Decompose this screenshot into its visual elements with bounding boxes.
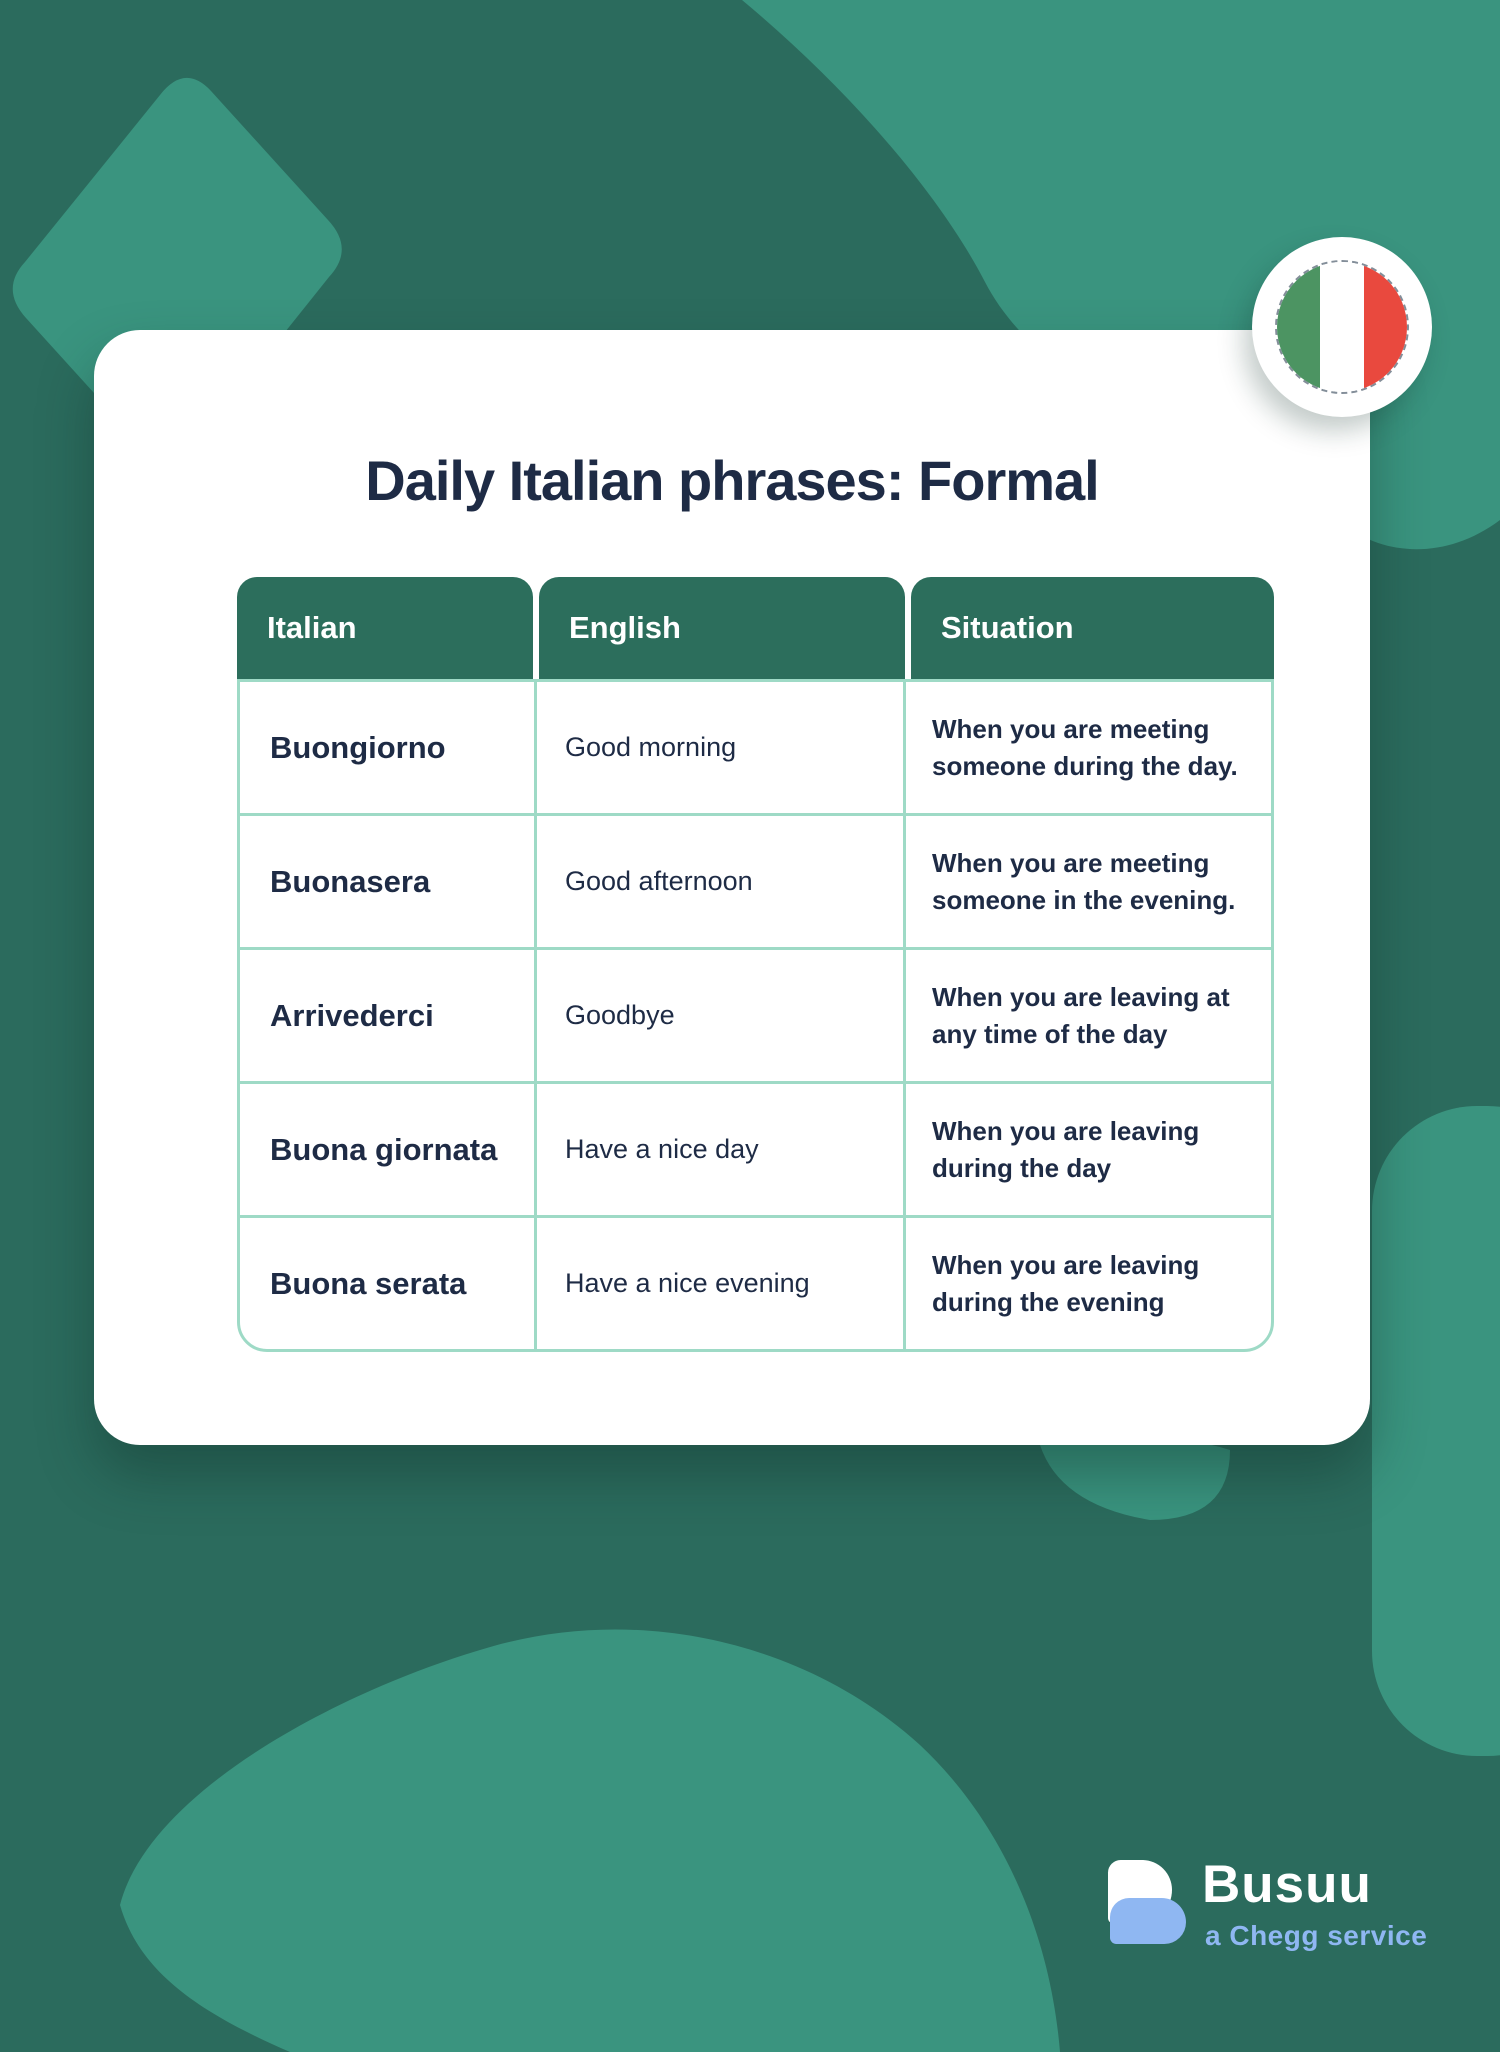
- flag-white-stripe: [1320, 262, 1363, 392]
- cell-situation: When you are leaving during the evening: [932, 1249, 1200, 1317]
- table-row: [240, 1218, 1271, 1349]
- cell-english: Good afternoon: [537, 816, 906, 947]
- chegg-service-tagline: a Chegg service: [1205, 1920, 1428, 1951]
- table-body: [237, 679, 1274, 1352]
- cell-italian: Buongiorno: [240, 682, 537, 813]
- header-cell-italian: Italian: [237, 577, 533, 679]
- page-title: Daily Italian phrases: Formal: [365, 449, 1099, 512]
- header-cell-situation: Situation: [911, 577, 1274, 679]
- busuu-logo-icon: [1106, 1858, 1188, 1950]
- flag-red-stripe: [1364, 262, 1407, 392]
- cell-situation: When you are meeting someone in the evening.: [932, 847, 1236, 915]
- cell-situation: When you are meeting someone during the day.: [932, 713, 1238, 781]
- cell-english: Have a nice day: [537, 1084, 906, 1215]
- cell-italian: Buona giornata: [240, 1084, 537, 1215]
- busuu-branding: [1100, 1852, 1430, 1972]
- busuu-logo-blue-shape: [1110, 1898, 1186, 1944]
- header-cell-english: English: [539, 577, 905, 679]
- table-row: [240, 816, 1271, 950]
- table-header-row: [237, 577, 1274, 679]
- content-card: [94, 330, 1370, 1445]
- flag-badge: [1252, 237, 1432, 417]
- table-row: [240, 1084, 1271, 1218]
- italy-flag-icon: [1275, 260, 1409, 394]
- flag-green-stripe: [1277, 262, 1320, 392]
- cell-situation: When you are leaving during the day: [932, 1115, 1200, 1183]
- cell-english: Have a nice evening: [537, 1218, 906, 1349]
- cell-english: Goodbye: [537, 950, 906, 1081]
- busuu-wordmark: Busuu: [1202, 1855, 1372, 1914]
- cell-italian: Buona serata: [240, 1218, 537, 1349]
- cell-italian: Buonasera: [240, 816, 537, 947]
- cell-situation: When you are leaving at any time of the day: [932, 981, 1230, 1049]
- cell-english: Good morning: [537, 682, 906, 813]
- phrases-table: [237, 577, 1274, 1352]
- table-row: [240, 950, 1271, 1084]
- cell-italian: Arrivederci: [240, 950, 537, 1081]
- table-row: [240, 682, 1271, 816]
